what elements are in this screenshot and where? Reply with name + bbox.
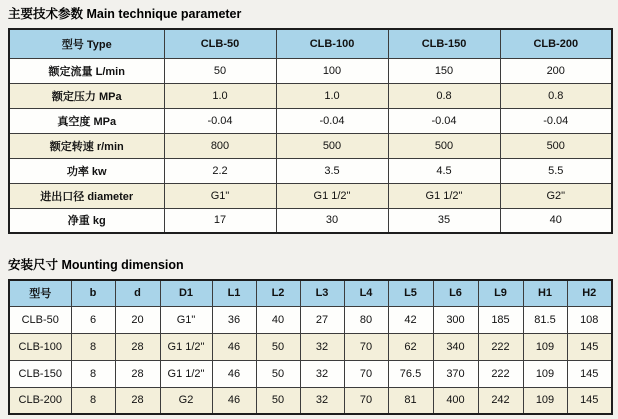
table-cell: 46	[212, 360, 256, 387]
table-cell: 185	[478, 306, 523, 333]
table-cell: 100	[276, 58, 388, 83]
column-header: L9	[478, 280, 523, 306]
column-header: H2	[567, 280, 612, 306]
table-cell: 0.8	[500, 83, 612, 108]
table-cell: 28	[115, 387, 160, 414]
column-header: H1	[523, 280, 567, 306]
column-header: CLB-150	[388, 29, 500, 58]
row-label: 真空度 MPa	[9, 108, 164, 133]
table-cell: 50	[256, 333, 300, 360]
row-label: CLB-150	[9, 360, 71, 387]
column-header: L5	[388, 280, 433, 306]
row-label: 额定转速 r/min	[9, 133, 164, 158]
table-cell: 32	[300, 360, 344, 387]
table-cell: 500	[388, 133, 500, 158]
row-label: 额定流量 L/min	[9, 58, 164, 83]
table-cell: G2"	[500, 183, 612, 208]
table-cell: 17	[164, 208, 276, 233]
table-cell: 370	[433, 360, 478, 387]
column-header: CLB-50	[164, 29, 276, 58]
table-cell: -0.04	[500, 108, 612, 133]
table-cell: 50	[256, 387, 300, 414]
table-cell: 242	[478, 387, 523, 414]
table-cell: 8	[71, 333, 115, 360]
table-row	[9, 83, 612, 108]
table-cell: 3.5	[276, 158, 388, 183]
header-row	[9, 280, 612, 306]
table-cell: G1 1/2"	[160, 333, 212, 360]
column-header: L3	[300, 280, 344, 306]
table-cell: 80	[344, 306, 388, 333]
table-row	[9, 133, 612, 158]
table-cell: 32	[300, 333, 344, 360]
table-cell: -0.04	[164, 108, 276, 133]
column-header: L6	[433, 280, 478, 306]
column-header: L1	[212, 280, 256, 306]
table-row	[9, 333, 612, 360]
column-header: L4	[344, 280, 388, 306]
table-row	[9, 158, 612, 183]
table-cell: 50	[164, 58, 276, 83]
table-cell: 28	[115, 333, 160, 360]
table-cell: 27	[300, 306, 344, 333]
row-label: CLB-50	[9, 306, 71, 333]
table-cell: G1 1/2"	[276, 183, 388, 208]
column-header: 型号 Type	[9, 29, 164, 58]
table-row	[9, 387, 612, 414]
table-row	[9, 208, 612, 233]
table-cell: 2.2	[164, 158, 276, 183]
column-header: CLB-100	[276, 29, 388, 58]
table-cell: 300	[433, 306, 478, 333]
row-label: 额定压力 MPa	[9, 83, 164, 108]
table-cell: 0.8	[388, 83, 500, 108]
table-row	[9, 58, 612, 83]
table-cell: 800	[164, 133, 276, 158]
table-cell: 5.5	[500, 158, 612, 183]
table-cell: -0.04	[388, 108, 500, 133]
table-cell: 145	[567, 360, 612, 387]
table-cell: 30	[276, 208, 388, 233]
row-label: 功率 kw	[9, 158, 164, 183]
table-cell: 145	[567, 333, 612, 360]
table-cell: G2	[160, 387, 212, 414]
table-cell: 42	[388, 306, 433, 333]
column-header: L2	[256, 280, 300, 306]
table-cell: 8	[71, 387, 115, 414]
mounting-dimension-title: 安装尺寸 Mounting dimension	[8, 258, 184, 272]
table-cell: G1"	[160, 306, 212, 333]
table-cell: -0.04	[276, 108, 388, 133]
table-cell: 70	[344, 360, 388, 387]
mounting-dimension-table	[8, 279, 613, 415]
table-cell: 46	[212, 387, 256, 414]
table-cell: 8	[71, 360, 115, 387]
table-cell: 46	[212, 333, 256, 360]
table-cell: 400	[433, 387, 478, 414]
table-row	[9, 183, 612, 208]
table-cell: 500	[500, 133, 612, 158]
table-cell: 109	[523, 333, 567, 360]
row-label: 进出口径 diameter	[9, 183, 164, 208]
table-cell: 32	[300, 387, 344, 414]
table-cell: 4.5	[388, 158, 500, 183]
table-cell: 222	[478, 360, 523, 387]
table-row	[9, 306, 612, 333]
column-header: 型号	[9, 280, 71, 306]
row-label: CLB-100	[9, 333, 71, 360]
table-cell: 340	[433, 333, 478, 360]
column-header: CLB-200	[500, 29, 612, 58]
table-cell: 6	[71, 306, 115, 333]
table-cell: G1 1/2"	[160, 360, 212, 387]
section-spacer	[8, 234, 611, 255]
table-cell: 20	[115, 306, 160, 333]
main-parameter-table	[8, 28, 613, 234]
table-row	[9, 360, 612, 387]
table-cell: 109	[523, 360, 567, 387]
table-cell: 50	[256, 360, 300, 387]
table-cell: 81.5	[523, 306, 567, 333]
header-row	[9, 29, 612, 58]
table-cell: 62	[388, 333, 433, 360]
table-cell: 108	[567, 306, 612, 333]
table-cell: 28	[115, 360, 160, 387]
table-cell: 70	[344, 387, 388, 414]
table-cell: 40	[500, 208, 612, 233]
main-parameter-title: 主要技术参数 Main technique parameter	[8, 7, 242, 21]
table-cell: G1"	[164, 183, 276, 208]
table-cell: 70	[344, 333, 388, 360]
column-header: d	[115, 280, 160, 306]
table-cell: G1 1/2"	[388, 183, 500, 208]
column-header: b	[71, 280, 115, 306]
table-cell: 40	[256, 306, 300, 333]
table-cell: 1.0	[276, 83, 388, 108]
table-cell: 109	[523, 387, 567, 414]
table-cell: 1.0	[164, 83, 276, 108]
table-cell: 35	[388, 208, 500, 233]
row-label: 净重 kg	[9, 208, 164, 233]
table-cell: 500	[276, 133, 388, 158]
table-cell: 76.5	[388, 360, 433, 387]
table-cell: 222	[478, 333, 523, 360]
table-cell: 81	[388, 387, 433, 414]
row-label: CLB-200	[9, 387, 71, 414]
table-cell: 36	[212, 306, 256, 333]
table-row	[9, 108, 612, 133]
column-header: D1	[160, 280, 212, 306]
table-cell: 200	[500, 58, 612, 83]
table-cell: 145	[567, 387, 612, 414]
table-cell: 150	[388, 58, 500, 83]
